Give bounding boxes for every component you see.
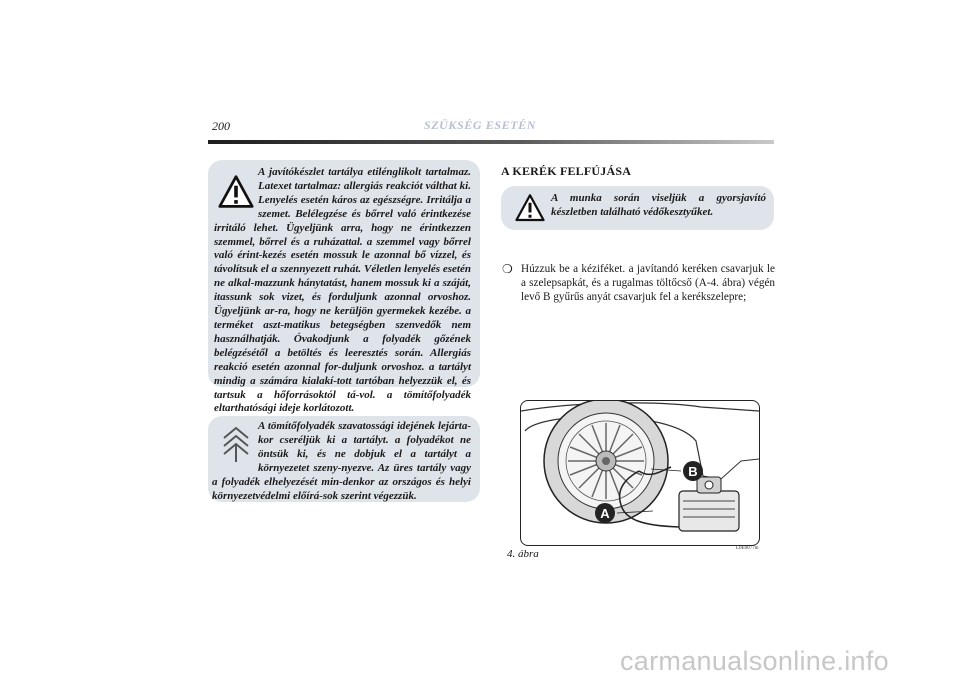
instruction-bullet xyxy=(501,262,775,305)
running-head: SZÜKSÉG ESETÉN xyxy=(423,118,537,132)
header-rule xyxy=(208,140,774,144)
bullet-marker: ❍ xyxy=(502,262,513,276)
warning-triangle-icon xyxy=(218,174,254,210)
page-number: 200 xyxy=(212,119,230,133)
chemical-warning-box xyxy=(208,160,480,415)
label-b: B xyxy=(688,464,698,479)
recycle-tree-icon xyxy=(218,424,254,464)
gloves-warning-text: A munka során viseljük a gyorsjavító készletben található védőkesztyűket. xyxy=(551,192,766,218)
figure-code: L0E0077m xyxy=(736,546,759,551)
label-a: A xyxy=(600,506,610,521)
chemical-warning-text: A javítókészlet tartálya etilénglikolt tartalmaz. Latexet tartalmaz: allergiás reakciót válthat ki. Lenyelés esetén káros az egészségre. Irritálja a szemet. Belélegzése és bőrrel való érintkezése irritáló lehet. Ügyeljünk arra, hogy ne érintkezzen szemmel, bőrrel és a ruházattal. a szemmel vagy bőrrel való érint-kezés esetén mossuk le azonnal bő vízzel, és távolítsuk el a szennyezett ruhát. Véletlen lenyelés esetén ne alkal-mazzunk hánytatást, hanem mossuk ki a száját, itassunk sok vizet, és forduljunk azonnal orvoshoz. Ügyeljünk ar-ra, hogy ne kerüljön gyermekek kezébe. a terméket aszt-matikus betegségben szenvedők nem használhatják. Óvakodjunk a folyadék gőzének belégzésétől a betöltés és leeresztés során. Allergiás reakció esetén azonnal for-duljunk orvoshoz. a tartályt mindig a számára kialakí-tott tartóban helyezzük el, és tartsuk a hőforrásoktól tá-vol. a tömítőfolyadék eltarthatósági ideje korlátozott. xyxy=(214,166,471,415)
gloves-warning-box xyxy=(501,186,774,230)
environment-note-box xyxy=(208,416,480,502)
watermark[interactable]: carmanualsonline.info xyxy=(620,646,889,676)
tire-inflation-drawing xyxy=(521,401,759,545)
figure-4-illustration xyxy=(520,400,760,546)
instruction-text: Húzzuk be a kéziféket. a javítandó keréken csavarjuk le a szelepsapkát, és a rugalmas töltőcső (A-4. ábra) végén levő B gyűrűs anyát csavarjuk fel a kerékszelepre; xyxy=(521,263,775,304)
environment-note-text: A tömítőfolyadék szavatossági idejének lejárta-kor cseréljük ki a tartályt. a folyadékot ne öntsük ki, és ne dobjuk el a tartályt a környezetet szeny-nyezve. Az üres tartály vagy a folyadék elhelyezését min-denkor az országos és helyi környezetvédelmi előírá-sok szerint végezzük. xyxy=(212,420,471,502)
figure-caption: 4. ábra xyxy=(507,548,539,560)
section-title: A KERÉK FELFÚJÁSA xyxy=(501,164,632,178)
warning-triangle-icon xyxy=(515,193,545,223)
